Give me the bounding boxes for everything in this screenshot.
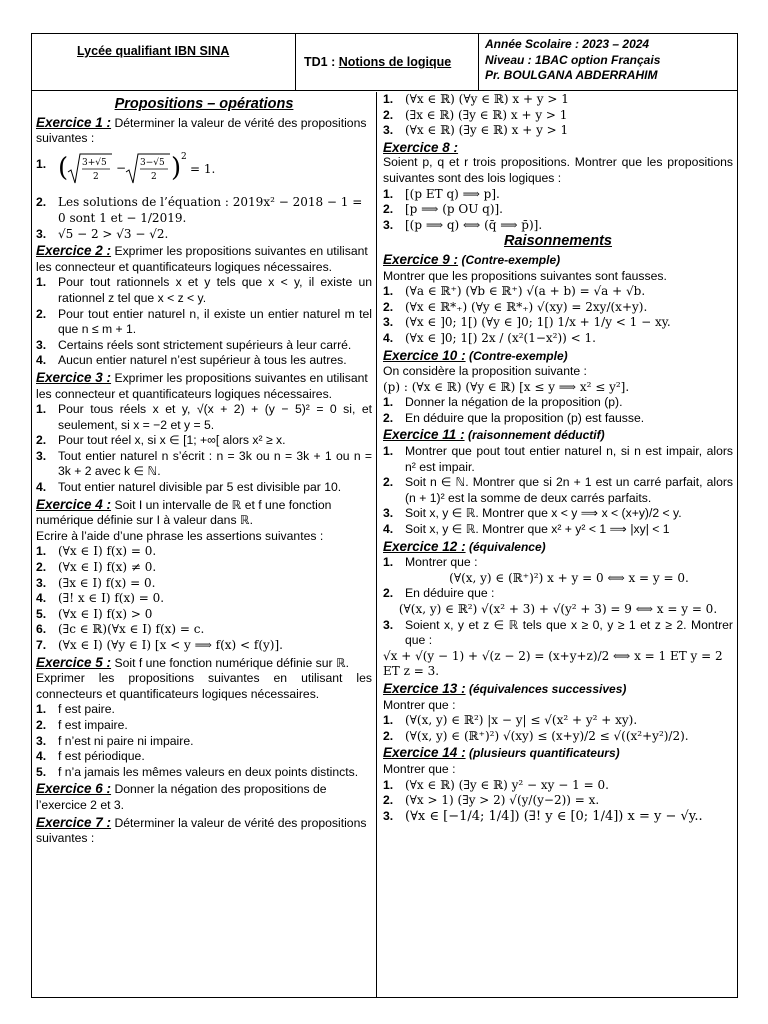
- exercise-list: [383, 284, 733, 346]
- list-item: 1. Pour tous réels x et y, √(x + 2) + (y − 5)² = 0 si, et seulement, si x = −2 et y = 5.: [36, 402, 372, 432]
- exercise-7-list: [383, 92, 733, 139]
- exercise-11: [383, 427, 733, 537]
- list-item: 3. (∀x ∈ ]0; 1[) (∀y ∈ ]0; 1[) 1/x + 1/y < 1 − xy.: [383, 315, 671, 330]
- list-item: 5. (∀x ∈ I) f(x) > 0: [36, 606, 153, 621]
- exercise-4: [36, 497, 372, 654]
- exercise-9: [383, 252, 733, 347]
- list-item: 1. (∀(x, y) ∈ ℝ²) |x − y| ≤ √(x² + y² + xy).: [383, 713, 638, 728]
- list-item: 3. Certains réels sont strictement supérieurs à leur carré.: [36, 337, 352, 352]
- list-item: 1. (∀a ∈ ℝ⁺) (∀b ∈ ℝ⁺) √(a + b) = √a + √b.: [383, 284, 646, 299]
- formula-1: [58, 150, 228, 193]
- list-item: 2. (∃x ∈ ℝ) (∃y ∈ ℝ) x + y > 1: [383, 107, 568, 122]
- exercise-title: Exercice 3 :: [36, 369, 112, 385]
- list-item: 7. (∀x ∈ I) (∀y ∈ I) [x < y ⟹ f(x) < f(y)].: [36, 638, 283, 652]
- exercise-list: [383, 778, 733, 825]
- svg-text:2: 2: [93, 171, 99, 182]
- exercise-text-2: Exprimer les propositions suivantes en utilisant les connecteurs et quantificateurs logiques nécessaires.: [36, 671, 372, 701]
- list-item: 4. Tout entier naturel divisible par 5 est divisible par 10.: [36, 480, 342, 495]
- list-item: 2. (∀x ∈ ℝ*₊) (∀y ∈ ℝ*₊) √(xy) = 2xy/(x+y).: [383, 299, 648, 314]
- header-info-cell: [479, 34, 737, 90]
- list-item: 2. En déduire que :: [383, 586, 495, 601]
- exercise-7: [36, 815, 372, 847]
- teacher: Pr. BOULGANA ABDERRAHIM: [485, 68, 658, 82]
- section-title-propositions: Propositions – opérations: [114, 96, 294, 112]
- header-school-cell: [32, 34, 296, 90]
- school-name: Lycée qualifiant IBN SINA: [77, 44, 230, 58]
- svg-text:2: 2: [181, 151, 187, 162]
- list-item: 2. (∀x > 1) (∃y > 2) √(y/(y−2)) = x.: [383, 793, 600, 808]
- list-item: 2. f est impaire.: [36, 717, 128, 732]
- svg-text:3−√5: 3−√5: [140, 157, 165, 168]
- list-item: 4. (∃! x ∈ I) f(x) = 0.: [36, 591, 165, 606]
- list-item: 3. (∀x ∈ ℝ) (∃y ∈ ℝ) x + y > 1: [383, 123, 569, 138]
- exercise-title: Exercice 2 :: [36, 243, 112, 259]
- exercise-text: Donner la négation des propositions de l’exercice 2 et 3.: [36, 782, 327, 812]
- header: [32, 34, 737, 91]
- list-item: 5. f n’a jamais les mêmes valeurs en deux points distincts.: [36, 764, 359, 779]
- exercise-text-2: Ecrire à l’aide d’une phrase les assertions suivantes :: [36, 528, 324, 543]
- exercise-text: Déterminer la valeur de vérité des propositions suivantes :: [36, 815, 367, 846]
- exercise-14: [383, 745, 733, 824]
- exercise-subtitle: (équivalence): [468, 539, 546, 554]
- exercise-title: Exercice 11 :: [383, 427, 465, 443]
- exercise-list: [36, 702, 372, 780]
- exercise-title: Exercice 4 :: [36, 496, 112, 512]
- exercise-list: [36, 275, 372, 369]
- exercise-title: Exercice 1 :: [36, 114, 112, 130]
- exercise-subtitle: (raisonnement déductif): [467, 428, 605, 443]
- formula: (∀(x, y) ∈ (ℝ⁺)²) x + y = 0 ⟺ x = y = 0.: [449, 570, 689, 585]
- td-prefix: TD1 :: [304, 55, 339, 69]
- list-item: 1. Donner la négation de la proposition (p).: [383, 395, 623, 410]
- list-item: 4. f est périodique.: [36, 749, 145, 764]
- exercise-subtitle: (Contre-exemple): [461, 252, 561, 267]
- list-item: 2. Pour tout réel x, si x ∈ [1; +∞[ alors x² ≥ x.: [36, 433, 286, 448]
- list-item: 1. Pour tout rationnels x et y tels que x < y, il existe un rationnel z tel que x < z < y.: [36, 275, 372, 305]
- right-column: [377, 92, 737, 997]
- exercise-list: [383, 713, 733, 744]
- exercise-title: Exercice 13 :: [383, 680, 466, 696]
- formula: √x + √(y − 1) + √(z − 2) = (x+y+z)/2 ⟺ x = 1 ET y = 2 ET z = 3.: [383, 648, 723, 679]
- exercise-text: Soit f une fonction numérique définie sur ℝ.: [114, 655, 350, 670]
- list-item: 2. (∀x ∈ I) f(x) ≠ 0.: [36, 560, 157, 575]
- exercise-list: [383, 618, 733, 649]
- list-item: 3. Tout entier naturel n s’écrit : n = 3k ou n = 3k + 1 ou n = 3k + 2 avec k ∈ ℕ.: [36, 448, 372, 479]
- level: Niveau : 1BAC option Français: [485, 52, 661, 67]
- exercise-title: Exercice 10 :: [383, 347, 466, 363]
- exercise-text: Montrer que :: [383, 761, 456, 776]
- exercise-title: Exercice 5 :: [36, 654, 112, 670]
- exercise-subtitle: (Contre-exemple): [468, 348, 568, 363]
- exercise-6: [36, 781, 372, 813]
- exercise-list: [383, 555, 733, 602]
- exercise-2: [36, 243, 372, 369]
- exercise-list: [383, 395, 733, 426]
- exercise-text: Exprimer les propositions suivantes en utilisant les connecteur et quantificateurs logiques nécessaires.: [36, 370, 368, 401]
- exercise-list: [36, 544, 372, 653]
- svg-text:= 1.: = 1.: [190, 161, 216, 176]
- list-item: 3. (∀x ∈ [−1/4; 1/4]) (∃! y ∈ [0; 1/4]) x = y − √y..: [383, 808, 703, 824]
- exercise-title: Exercice 9 :: [383, 251, 459, 267]
- list-item: 2. Les solutions de l’équation : 2019x² − 2018 − 1 = 0 sont 1 et − 1/2019.: [36, 195, 363, 225]
- list-item: 2. Pour tout entier naturel n, il existe un entier naturel m tel que n ≤ m + 1.: [36, 306, 372, 337]
- exercise-10: [383, 348, 733, 427]
- formula: (∀(x, y) ∈ ℝ²) √(x² + 3) + √(y² + 3) = 9 ⟺ x = y = 0.: [398, 602, 718, 616]
- exercise-text: Montrer que :: [383, 697, 456, 712]
- list-item: 1. [(p ET q) ⟹ p].: [383, 186, 500, 201]
- svg-text:): ): [171, 152, 182, 183]
- school-year: Année Scolaire : 2023 – 2024: [485, 37, 650, 51]
- list-item: 4. Aucun entier naturel n’est supérieur à tous les autres.: [36, 353, 347, 368]
- exercise-12: [383, 539, 733, 680]
- list-item: 6. (∃c ∈ ℝ)(∀x ∈ I) f(x) = c.: [36, 622, 205, 637]
- list-item: 2. (∀(x, y) ∈ (ℝ⁺)²) √(xy) ≤ (x+y)/2 ≤ √((x²+y²)/2).: [383, 728, 689, 743]
- td-topic: Notions de logique: [338, 55, 452, 69]
- list-item: 3. √5 − 2 > √3 − √2.: [36, 226, 169, 241]
- list-item: 1. (∀x ∈ ℝ) (∀y ∈ ℝ) x + y > 1: [383, 92, 569, 106]
- list-item: 1. f est paire.: [36, 702, 115, 717]
- list-item: 3. [(p ⟹ q) ⟺ (q̄ ⟹ p̄)].: [383, 217, 543, 232]
- list-item: 3. Soient x, y et z ∈ ℝ tels que x ≥ 0, y ≥ 1 et z ≥ 2. Montrer que :: [383, 617, 733, 648]
- exercise-8: [383, 140, 733, 234]
- header-title-cell: [296, 34, 479, 90]
- header-info: [485, 37, 660, 84]
- exercise-text: Soit I un intervalle de ℝ et f une fonction numérique définie sur I à valeur dans ℝ.: [36, 497, 332, 528]
- exercise-1: [36, 115, 372, 243]
- list-item: 4. (∀x ∈ ]0; 1[) 2x / (x²(1−x²)) < 1.: [383, 330, 596, 345]
- svg-text:−: −: [116, 160, 127, 175]
- formula-1-svg: [58, 150, 228, 188]
- list-item: 4. Soit x, y ∈ ℝ. Montrer que x² + y² < 1 ⟹ |xy| < 1: [383, 522, 670, 537]
- svg-text:3+√5: 3+√5: [82, 157, 107, 168]
- exercise-title: Exercice 6 :: [36, 781, 112, 797]
- list-item: 2. [p ⟹ (p OU q)].: [383, 202, 503, 217]
- list-item: 2. Soit n ∈ ℕ. Montrer que si 2n + 1 est un carré parfait, alors (n + 1)² est la somme de deux carrés parfaits.: [383, 475, 733, 505]
- section-title-raisonnements: Raisonnements: [504, 233, 612, 250]
- td-title: [304, 55, 451, 69]
- exercise-list: [36, 147, 372, 242]
- exercise-subtitle: (plusieurs quantificateurs): [468, 746, 620, 761]
- exercise-title: Exercice 14 :: [383, 745, 466, 761]
- exercise-text: Déterminer la valeur de vérité des propositions suivantes :: [36, 115, 367, 146]
- exercise-text: On considère la proposition suivante :: [383, 364, 587, 379]
- list-item: 1. Montrer que pout tout entier naturel n, si n est impair, alors n² est impair.: [383, 444, 733, 474]
- exercise-list: [36, 402, 372, 496]
- proposition-p: (p) : (∀x ∈ ℝ) (∀y ∈ ℝ) [x ≤ y ⟹ x² ≤ y²].: [383, 379, 630, 394]
- exercise-3: [36, 370, 372, 496]
- exercise-text: Montrer que les propositions suivantes sont fausses.: [383, 268, 667, 283]
- list-item: 3. Soit x, y ∈ ℝ. Montrer que x < y ⟹ x < (x+y)/2 < y.: [383, 506, 682, 521]
- list-item: 1. (∀x ∈ I) f(x) = 0.: [36, 544, 157, 559]
- list-item: 1. ( 3+√5 2 − 3−√5 2 ) 2 = 1.: [36, 147, 372, 196]
- exercise-title: Exercice 8 :: [383, 139, 459, 155]
- exercise-text: Soient p, q et r trois propositions. Montrer que les propositions suivantes sont des lois logiques :: [383, 155, 733, 185]
- exercise-list: [383, 187, 733, 234]
- svg-text:(: (: [58, 152, 69, 183]
- exercise-13: [383, 681, 733, 744]
- exercise-5: [36, 655, 372, 781]
- list-item: 2. En déduire que la proposition (p) est fausse.: [383, 410, 645, 425]
- list-item: 1. (∀x ∈ ℝ) (∃y ∈ ℝ) y² − xy − 1 = 0.: [383, 777, 609, 792]
- exercise-subtitle: (équivalences successives): [468, 681, 627, 696]
- exercise-list: [383, 444, 733, 538]
- exercise-title: Exercice 7 :: [36, 814, 112, 830]
- list-item: 3. (∃x ∈ I) f(x) = 0.: [36, 575, 156, 590]
- list-item: 1. Montrer que : (∀(x, y) ∈ (ℝ⁺)²) x + y = 0 ⟺ x = y = 0.: [383, 555, 733, 586]
- worksheet: [31, 33, 738, 998]
- exercise-title: Exercice 12 :: [383, 538, 466, 554]
- svg-text:2: 2: [151, 171, 157, 182]
- list-item: 3. f n’est ni paire ni impaire.: [36, 733, 194, 748]
- left-column: [32, 92, 377, 997]
- exercise-text: Exprimer les propositions suivantes en utilisant les connecteur et quantificateurs logiques nécessaires.: [36, 244, 368, 274]
